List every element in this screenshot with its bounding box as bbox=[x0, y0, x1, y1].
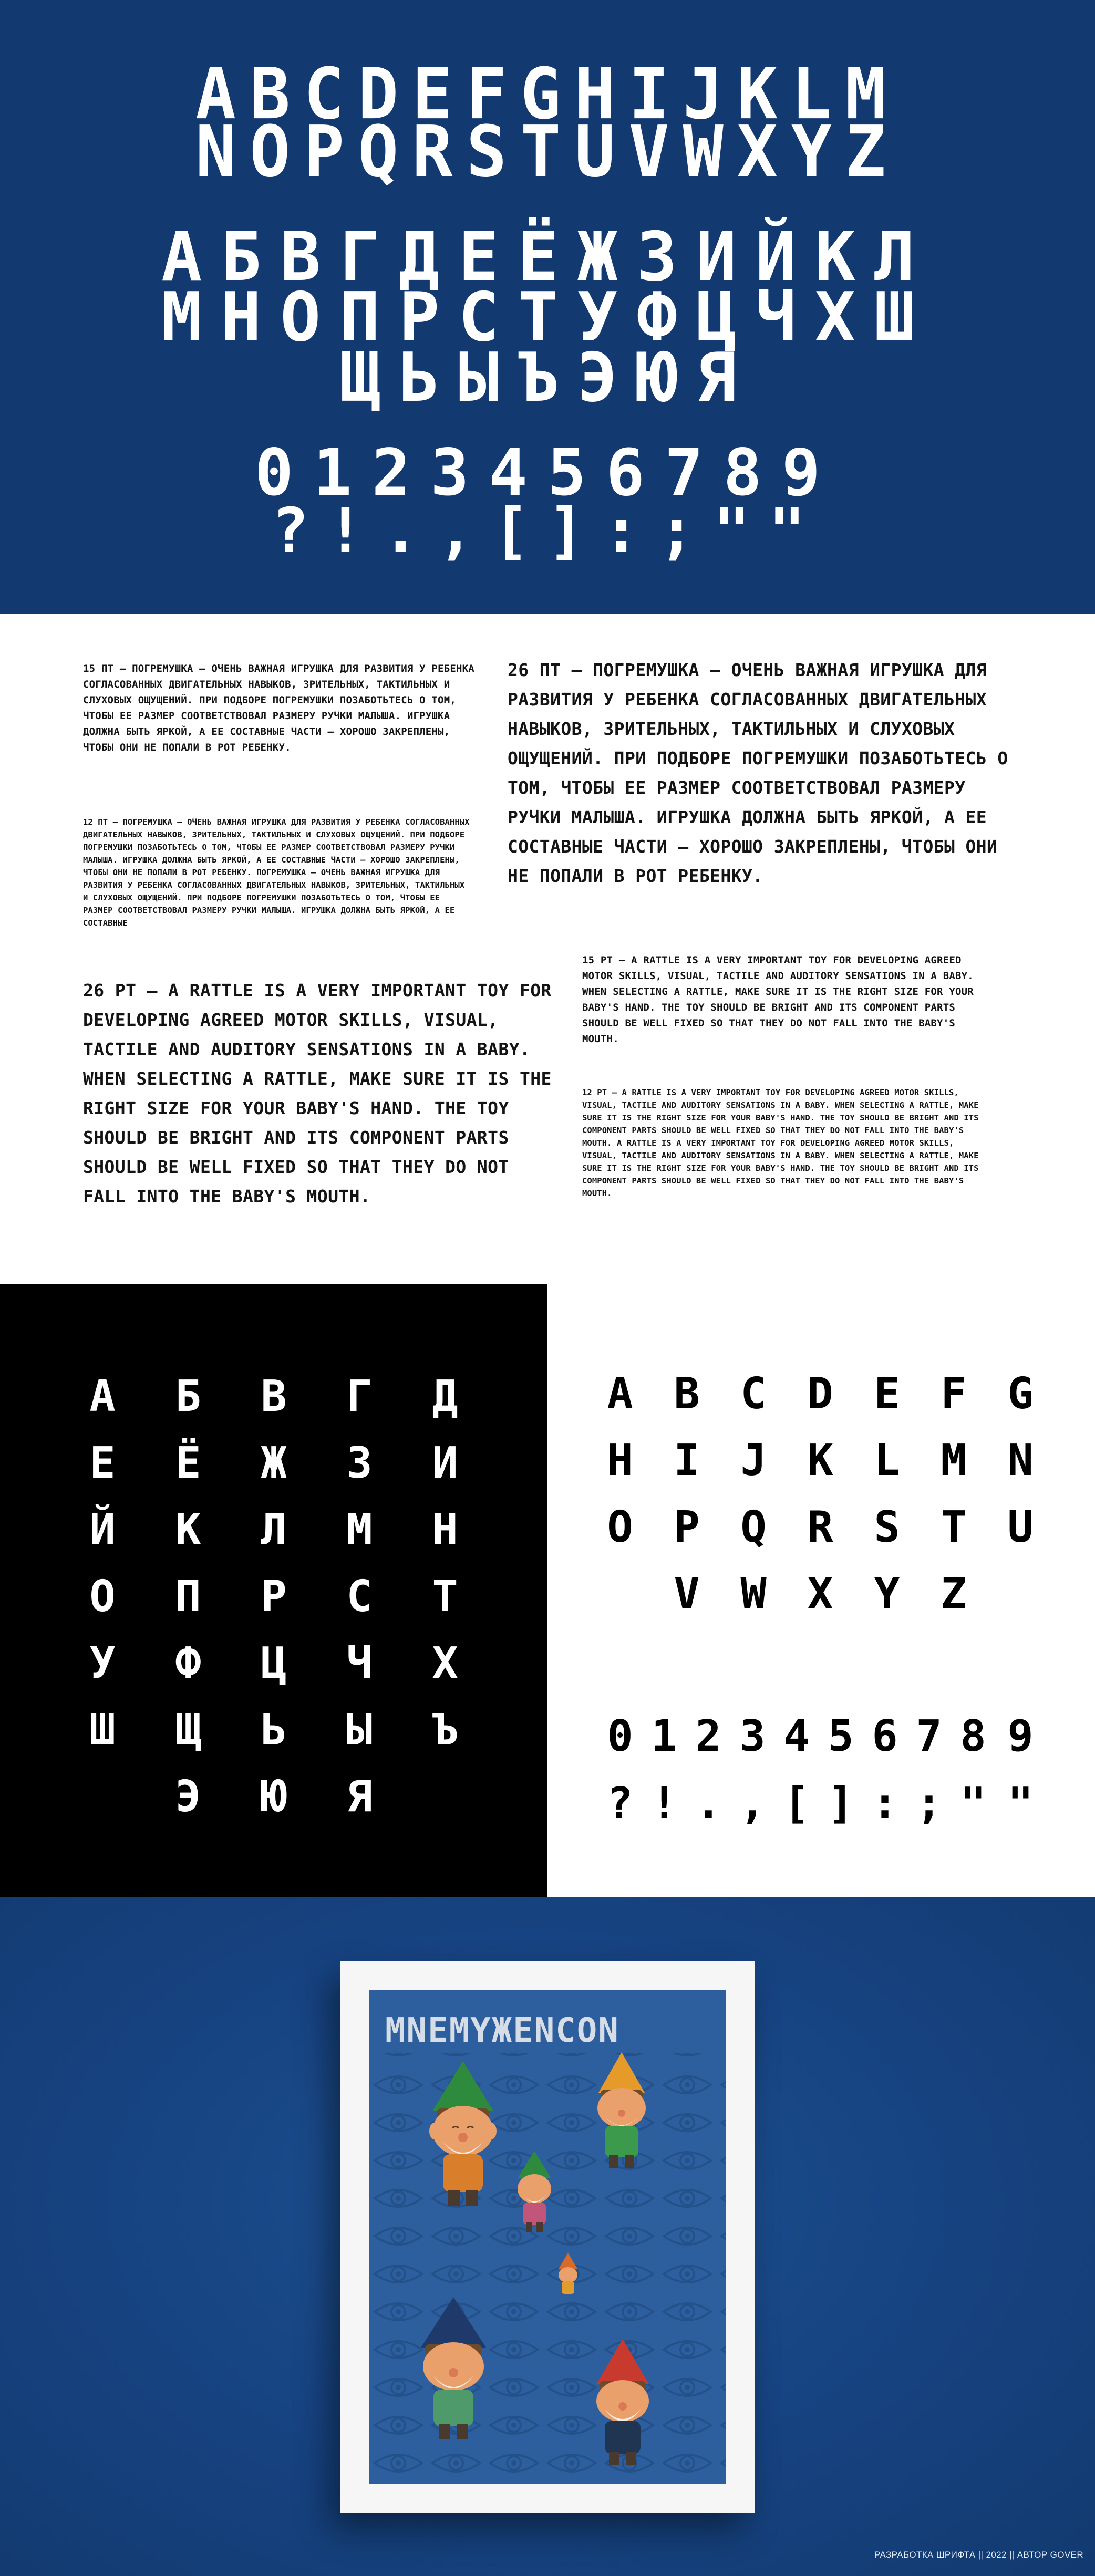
specimen-en-15pt: 15 PT – A RATTLE IS A VERY IMPORTANT TOY FOR DEVELOPING AGREED MOTOR SKILLS, VISUAL, TACTILE AND AUDITORY SENSATIONS IN A BABY. WHEN SELECTING A RATTLE, MAKE SURE IT IS THE RIGHT SIZE FOR YOUR BABY'S HAND. THE TOY SHOULD BE BRIGHT AND ITS COMPONENT PARTS SHOULD BE WELL FIXED SO THAT THEY DO NOT FALL INTO THE BABY'S MOUTH. bbox=[582, 954, 974, 1045]
punctuation-row: ?!.,[]:;"" bbox=[271, 494, 824, 567]
glyph-cell: И bbox=[432, 1438, 458, 1488]
glyph-cell: Ъ bbox=[432, 1705, 458, 1755]
text-specimen-section bbox=[0, 614, 1095, 1284]
glyph-cell: ? bbox=[607, 1779, 633, 1829]
glyph-cell: C bbox=[740, 1369, 767, 1419]
latin-grid-panel bbox=[548, 1284, 1095, 1897]
poster-title: MNEMYЖENCON bbox=[385, 2011, 619, 2050]
glyph-cell: N bbox=[1007, 1436, 1034, 1486]
glyph-cell: Ы bbox=[346, 1705, 373, 1755]
glyph-cell: J bbox=[740, 1436, 767, 1486]
poster-mockup-section bbox=[0, 1897, 1095, 2576]
cyrillic-row-1: АБВГДЕЁЖЗИЙКЛ bbox=[161, 218, 934, 296]
glyph-cell: " bbox=[1007, 1779, 1034, 1829]
glyph-cell: Ц bbox=[261, 1638, 287, 1688]
specimen-en-26pt: 26 PT – A RATTLE IS A VERY IMPORTANT TOY FOR DEVELOPING AGREED MOTOR SKILLS, VISUAL, TACTILE AND AUDITORY SENSATIONS IN A BABY. WHEN SELECTING A RATTLE, MAKE SURE IT IS THE RIGHT SIZE FOR YOUR BABY'S HAND. THE TOY SHOULD BE BRIGHT AND ITS COMPONENT PARTS SHOULD BE WELL FIXED SO THAT THEY DO NOT FALL INTO THE BABY'S MOUTH. bbox=[83, 980, 552, 1207]
specimen-ru-15pt: 15 ПТ – ПОГРЕМУШКА – ОЧЕНЬ ВАЖНАЯ ИГРУШКА ДЛЯ РАЗВИТИЯ У РЕБЕНКА СОГЛАСОВАННЫХ ДВИГАТЕЛЬНЫХ НАВЫКОВ, ЗРИТЕЛЬНЫХ, ТАКТИЛЬНЫХ И СЛУХОВЫХ ОЩУЩЕНИЙ. ПРИ ПОДБОРЕ ПОГРЕМУШКИ ПОЗАБОТЬТЕСЬ О ТОМ, ЧТОБЫ ЕЕ РАЗМЕР СООТВЕТСТВОВАЛ РАЗМЕРУ РУЧКИ МАЛЫША. ИГРУШКА ДОЛЖНА БЫТЬ ЯРКОЙ, А ЕЕ СОСТАВНЫЕ ЧАСТИ – ХОРОШО ЗАКРЕПЛЕНЫ, ЧТОБЫ ОНИ НЕ ПОПАЛИ В РОТ РЕБЕНКУ. bbox=[83, 663, 474, 753]
glyph-cell: Ч bbox=[346, 1638, 373, 1688]
poster bbox=[369, 1990, 726, 2484]
glyph-cell: P bbox=[674, 1502, 700, 1552]
glyph-cell: , bbox=[739, 1779, 766, 1829]
glyph-cell: [ bbox=[783, 1779, 810, 1829]
glyph-cell: Ю bbox=[261, 1772, 287, 1822]
glyph-cell: : bbox=[872, 1779, 898, 1829]
glyph-cell: O bbox=[607, 1502, 633, 1552]
glyph-cell: К bbox=[175, 1505, 201, 1555]
latin-row-1: ABCDEFGHIJKLM bbox=[195, 53, 900, 136]
glyph-cell: ; bbox=[916, 1779, 942, 1829]
glyph-cell: G bbox=[1007, 1369, 1034, 1419]
glyph-cell: Г bbox=[346, 1372, 373, 1421]
glyph-cell: Y bbox=[874, 1569, 900, 1619]
footer-credit: РАЗРАБОТКА ШРИФТА || 2022 || АВТОР GOVER bbox=[874, 2550, 1083, 2560]
glyph-cell: 6 bbox=[872, 1711, 898, 1761]
glyph-cell: Е bbox=[89, 1438, 116, 1488]
glyph-cell: S bbox=[874, 1502, 900, 1552]
glyph-cell: Ё bbox=[175, 1438, 201, 1488]
glyph-cell: . bbox=[695, 1779, 721, 1829]
glyph-cell: I bbox=[674, 1436, 700, 1486]
glyph-cell: Q bbox=[740, 1502, 767, 1552]
glyph-cell: 0 bbox=[607, 1711, 633, 1761]
glyph-cell: A bbox=[607, 1369, 633, 1419]
glyph-cell: 8 bbox=[960, 1711, 986, 1761]
glyph-cell: 2 bbox=[695, 1711, 721, 1761]
glyph-cell: Ь bbox=[261, 1705, 287, 1755]
glyph-cell: Х bbox=[432, 1638, 458, 1688]
poster-artwork bbox=[369, 1990, 726, 2484]
glyph-cell: B bbox=[674, 1369, 700, 1419]
glyph-cell: ! bbox=[651, 1779, 677, 1829]
glyph-cell: Ш bbox=[89, 1705, 116, 1755]
digits-row: 0123456789 bbox=[254, 435, 841, 510]
glyph-cell: Э bbox=[175, 1772, 201, 1822]
glyph-cell: Я bbox=[346, 1772, 373, 1822]
glyph-cell: V bbox=[674, 1569, 700, 1619]
glyph-cell: 1 bbox=[651, 1711, 677, 1761]
glyph-cell: З bbox=[346, 1438, 373, 1488]
cyrillic-grid-panel bbox=[0, 1284, 548, 1897]
glyph-cell: У bbox=[89, 1638, 116, 1688]
glyph-cell: О bbox=[89, 1572, 116, 1622]
glyph-cell: Л bbox=[261, 1505, 287, 1555]
glyph-cell: 3 bbox=[739, 1711, 766, 1761]
glyph-cell: 5 bbox=[828, 1711, 854, 1761]
glyph-cell: П bbox=[175, 1572, 201, 1622]
glyph-cell: R bbox=[807, 1502, 833, 1552]
glyph-cell: 7 bbox=[916, 1711, 942, 1761]
glyph-cell: Б bbox=[175, 1372, 201, 1421]
glyph-cell: 9 bbox=[1007, 1711, 1034, 1761]
glyph-cell: Р bbox=[261, 1572, 287, 1622]
glyph-cell: T bbox=[941, 1502, 967, 1552]
glyph-cell: L bbox=[874, 1436, 900, 1486]
glyph-cell: F bbox=[941, 1369, 967, 1419]
glyph-cell: Й bbox=[89, 1505, 116, 1555]
glyph-cell: Z bbox=[941, 1569, 967, 1619]
specimen-en-12pt: 12 PT – A RATTLE IS A VERY IMPORTANT TOY FOR DEVELOPING AGREED MOTOR SKILLS, VISUAL, TACTILE AND AUDITORY SENSATIONS IN A BABY. WHEN SELECTING A RATTLE, MAKE SURE IT IS THE RIGHT SIZE FOR YOUR BABY'S HAND. THE TOY SHOULD BE BRIGHT AND ITS COMPONENT PARTS SHOULD BE WELL FIXED SO THAT THEY DO NOT FALL INTO THE BABY'S MOUTH. A RATTLE IS A VERY IMPORTANT TOY FOR DEVELOPING AGREED MOTOR SKILLS, VISUAL, TACTILE AND AUDITORY SENSATIONS IN A BABY. WHEN SELECTING A RATTLE, MAKE SURE IT IS THE RIGHT SIZE FOR YOUR BABY'S HAND. THE TOY SHOULD BE BRIGHT AND ITS COMPONENT PARTS SHOULD BE WELL FIXED SO THAT THEY DO NOT FALL INTO THE BABY'S MOUTH. bbox=[582, 1088, 979, 1198]
glyph-cell: ] bbox=[828, 1779, 854, 1829]
specimen-ru-12pt: 12 ПТ – ПОГРЕМУШКА – ОЧЕНЬ ВАЖНАЯ ИГРУШКА ДЛЯ РАЗВИТИЯ У РЕБЕНКА СОГЛАСОВАННЫХ ДВИГАТЕЛЬНЫХ НАВЫКОВ, ЗРИТЕЛЬНЫХ, ТАКТИЛЬНЫХ И СЛУХОВЫХ ОЩУЩЕНИЙ. ПРИ ПОДБОРЕ ПОГРЕМУШКИ ПОЗАБОТЬТЕСЬ О ТОМ, ЧТОБЫ ЕЕ РАЗМЕР СООТВЕТСТВОВАЛ РАЗМЕРУ РУЧКИ МАЛЫША. ИГРУШКА ДОЛЖНА БЫТЬ ЯРКОЙ, А ЕЕ СОСТАВНЫЕ ЧАСТИ – ХОРОШО ЗАКРЕПЛЕНЫ, ЧТОБЫ ОНИ НЕ ПОПАЛИ В РОТ РЕБЕНКУ. ПОГРЕМУШКА – ОЧЕНЬ ВАЖНАЯ ИГРУШКА ДЛЯ РАЗВИТИЯ У РЕБЕНКА СОГЛАСОВАННЫХ ДВИГАТЕЛЬНЫХ НАВЫКОВ, ЗРИТЕЛЬНЫХ, ТАКТИЛЬНЫХ И СЛУХОВЫХ ОЩУЩЕНИЙ. ПРИ ПОДБОРЕ ПОГРЕМУШКИ ПОЗАБОТЬТЕСЬ О ТОМ, ЧТОБЫ ЕЕ РАЗМЕР СООТВЕТСТВОВАЛ РАЗМЕРУ РУЧКИ МАЛЫША. ИГРУШКА ДОЛЖНА БЫТЬ ЯРКОЙ, А ЕЕ СОСТАВНЫЕ bbox=[83, 817, 470, 928]
glyph-cell: В bbox=[261, 1372, 287, 1421]
glyph-cell: X bbox=[807, 1569, 833, 1619]
glyph-cell: А bbox=[89, 1372, 116, 1421]
glyph-cell: M bbox=[941, 1436, 967, 1486]
glyph-cell: U bbox=[1007, 1502, 1034, 1552]
latin-row-2: NOPQRSTUVWXYZ bbox=[195, 111, 900, 193]
glyph-cell: " bbox=[960, 1779, 986, 1829]
cyrillic-row-2: МНОПРСТУФЦЧХШ bbox=[161, 278, 934, 357]
glyph-cell: H bbox=[607, 1436, 633, 1486]
glyph-cell: С bbox=[346, 1572, 373, 1622]
glyph-cell: Щ bbox=[175, 1705, 201, 1755]
cyrillic-row-3: ЩЬЫЪЭЮЯ bbox=[339, 339, 756, 417]
glyph-cell: Ф bbox=[175, 1638, 201, 1688]
glyph-cell: K bbox=[807, 1436, 833, 1486]
glyph-overview-section bbox=[0, 0, 1095, 614]
glyph-cell: D bbox=[807, 1369, 833, 1419]
glyph-cell: W bbox=[740, 1569, 767, 1619]
glyph-cell: Т bbox=[432, 1572, 458, 1622]
glyph-cell: 4 bbox=[783, 1711, 810, 1761]
glyph-cell: М bbox=[346, 1505, 373, 1555]
specimen-ru-26pt: 26 ПТ – ПОГРЕМУШКА – ОЧЕНЬ ВАЖНАЯ ИГРУШКА ДЛЯ РАЗВИТИЯ У РЕБЕНКА СОГЛАСОВАННЫХ ДВИГАТЕЛЬНЫХ НАВЫКОВ, ЗРИТЕЛЬНЫХ, ТАКТИЛЬНЫХ И СЛУХОВЫХ ОЩУЩЕНИЙ. ПРИ ПОДБОРЕ ПОГРЕМУШКИ ПОЗАБОТЬТЕСЬ О ТОМ, ЧТОБЫ ЕЕ РАЗМЕР СООТВЕТСТВОВАЛ РАЗМЕРУ РУЧКИ МАЛЫША. ИГРУШКА ДОЛЖНА БЫТЬ ЯРКОЙ, А ЕЕ СОСТАВНЫЕ ЧАСТИ – ХОРОШО ЗАКРЕПЛЕНЫ, ЧТОБЫ ОНИ НЕ ПОПАЛИ В РОТ РЕБЕНКУ. bbox=[508, 660, 1008, 886]
glyph-cell: Ж bbox=[261, 1438, 287, 1488]
poster-frame bbox=[340, 1961, 755, 2513]
glyph-cell: Н bbox=[432, 1505, 458, 1555]
glyph-cell: E bbox=[874, 1369, 900, 1419]
glyph-cell: Д bbox=[432, 1372, 458, 1421]
